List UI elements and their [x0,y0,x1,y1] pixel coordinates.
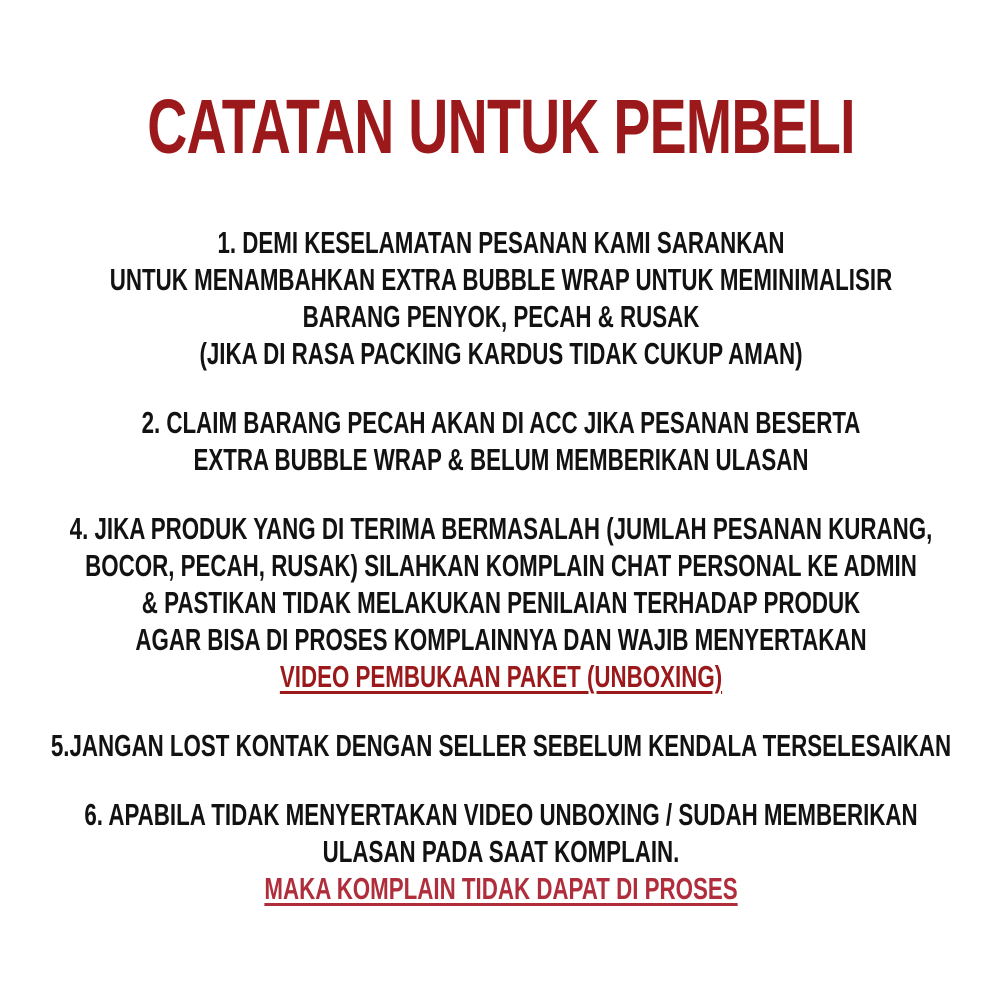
note-line: BOCOR, PECAH, RUSAK) SILAHKAN KOMPLAIN CHAT PERSONAL KE ADMIN [85,548,917,583]
note-line: 4. JIKA PRODUK YANG DI TERIMA BERMASALAH (JUMLAH PESANAN KURANG, [69,511,933,546]
note-content [26,0,976,939]
note-line: 2. CLAIM BARANG PECAH AKAN DI ACC JIKA PESANAN BESERTA [141,405,861,440]
note-line: 1. DEMI KESELAMATAN PESANAN KAMI SARANKAN [217,225,785,260]
paragraph-2-claim-conditions [26,404,976,478]
paragraph-6-rejection-terms [26,796,976,907]
unboxing-video-highlight: VIDEO PEMBUKAAN PAKET (UNBOXING) [279,659,723,694]
note-line: BARANG PENYOK, PECAH & RUSAK [302,299,700,334]
note-line: EXTRA BUBBLE WRAP & BELUM MEMBERIKAN ULASAN [193,442,809,477]
paragraph-4-complaint-procedure [26,510,976,695]
paragraph-1-packing-advice [26,224,976,372]
note-line: 5.JANGAN LOST KONTAK DENGAN SELLER SEBELUM KENDALA TERSELESAIKAN [50,728,952,763]
note-line: (JIKA DI RASA PACKING KARDUS TIDAK CUKUP AMAN) [199,336,803,371]
note-line: UNTUK MENAMBAHKAN EXTRA BUBBLE WRAP UNTUK MEMINIMALISIR [109,262,893,297]
page-title: CATATAN UNTUK PEMBELI [147,84,855,170]
note-line: & PASTIKAN TIDAK MELAKUKAN PENILAIAN TERHADAP PRODUK [141,585,861,620]
note-line: 6. APABILA TIDAK MENYERTAKAN VIDEO UNBOXING / SUDAH MEMBERIKAN [84,797,918,832]
paragraph-5-keep-contact [26,727,976,764]
note-line: AGAR BISA DI PROSES KOMPLAINNYA DAN WAJIB MENYERTAKAN [135,622,867,657]
note-line: ULASAN PADA SAAT KOMPLAIN. [322,834,680,869]
complaint-rejected-highlight: MAKA KOMPLAIN TIDAK DAPAT DI PROSES [264,871,738,906]
